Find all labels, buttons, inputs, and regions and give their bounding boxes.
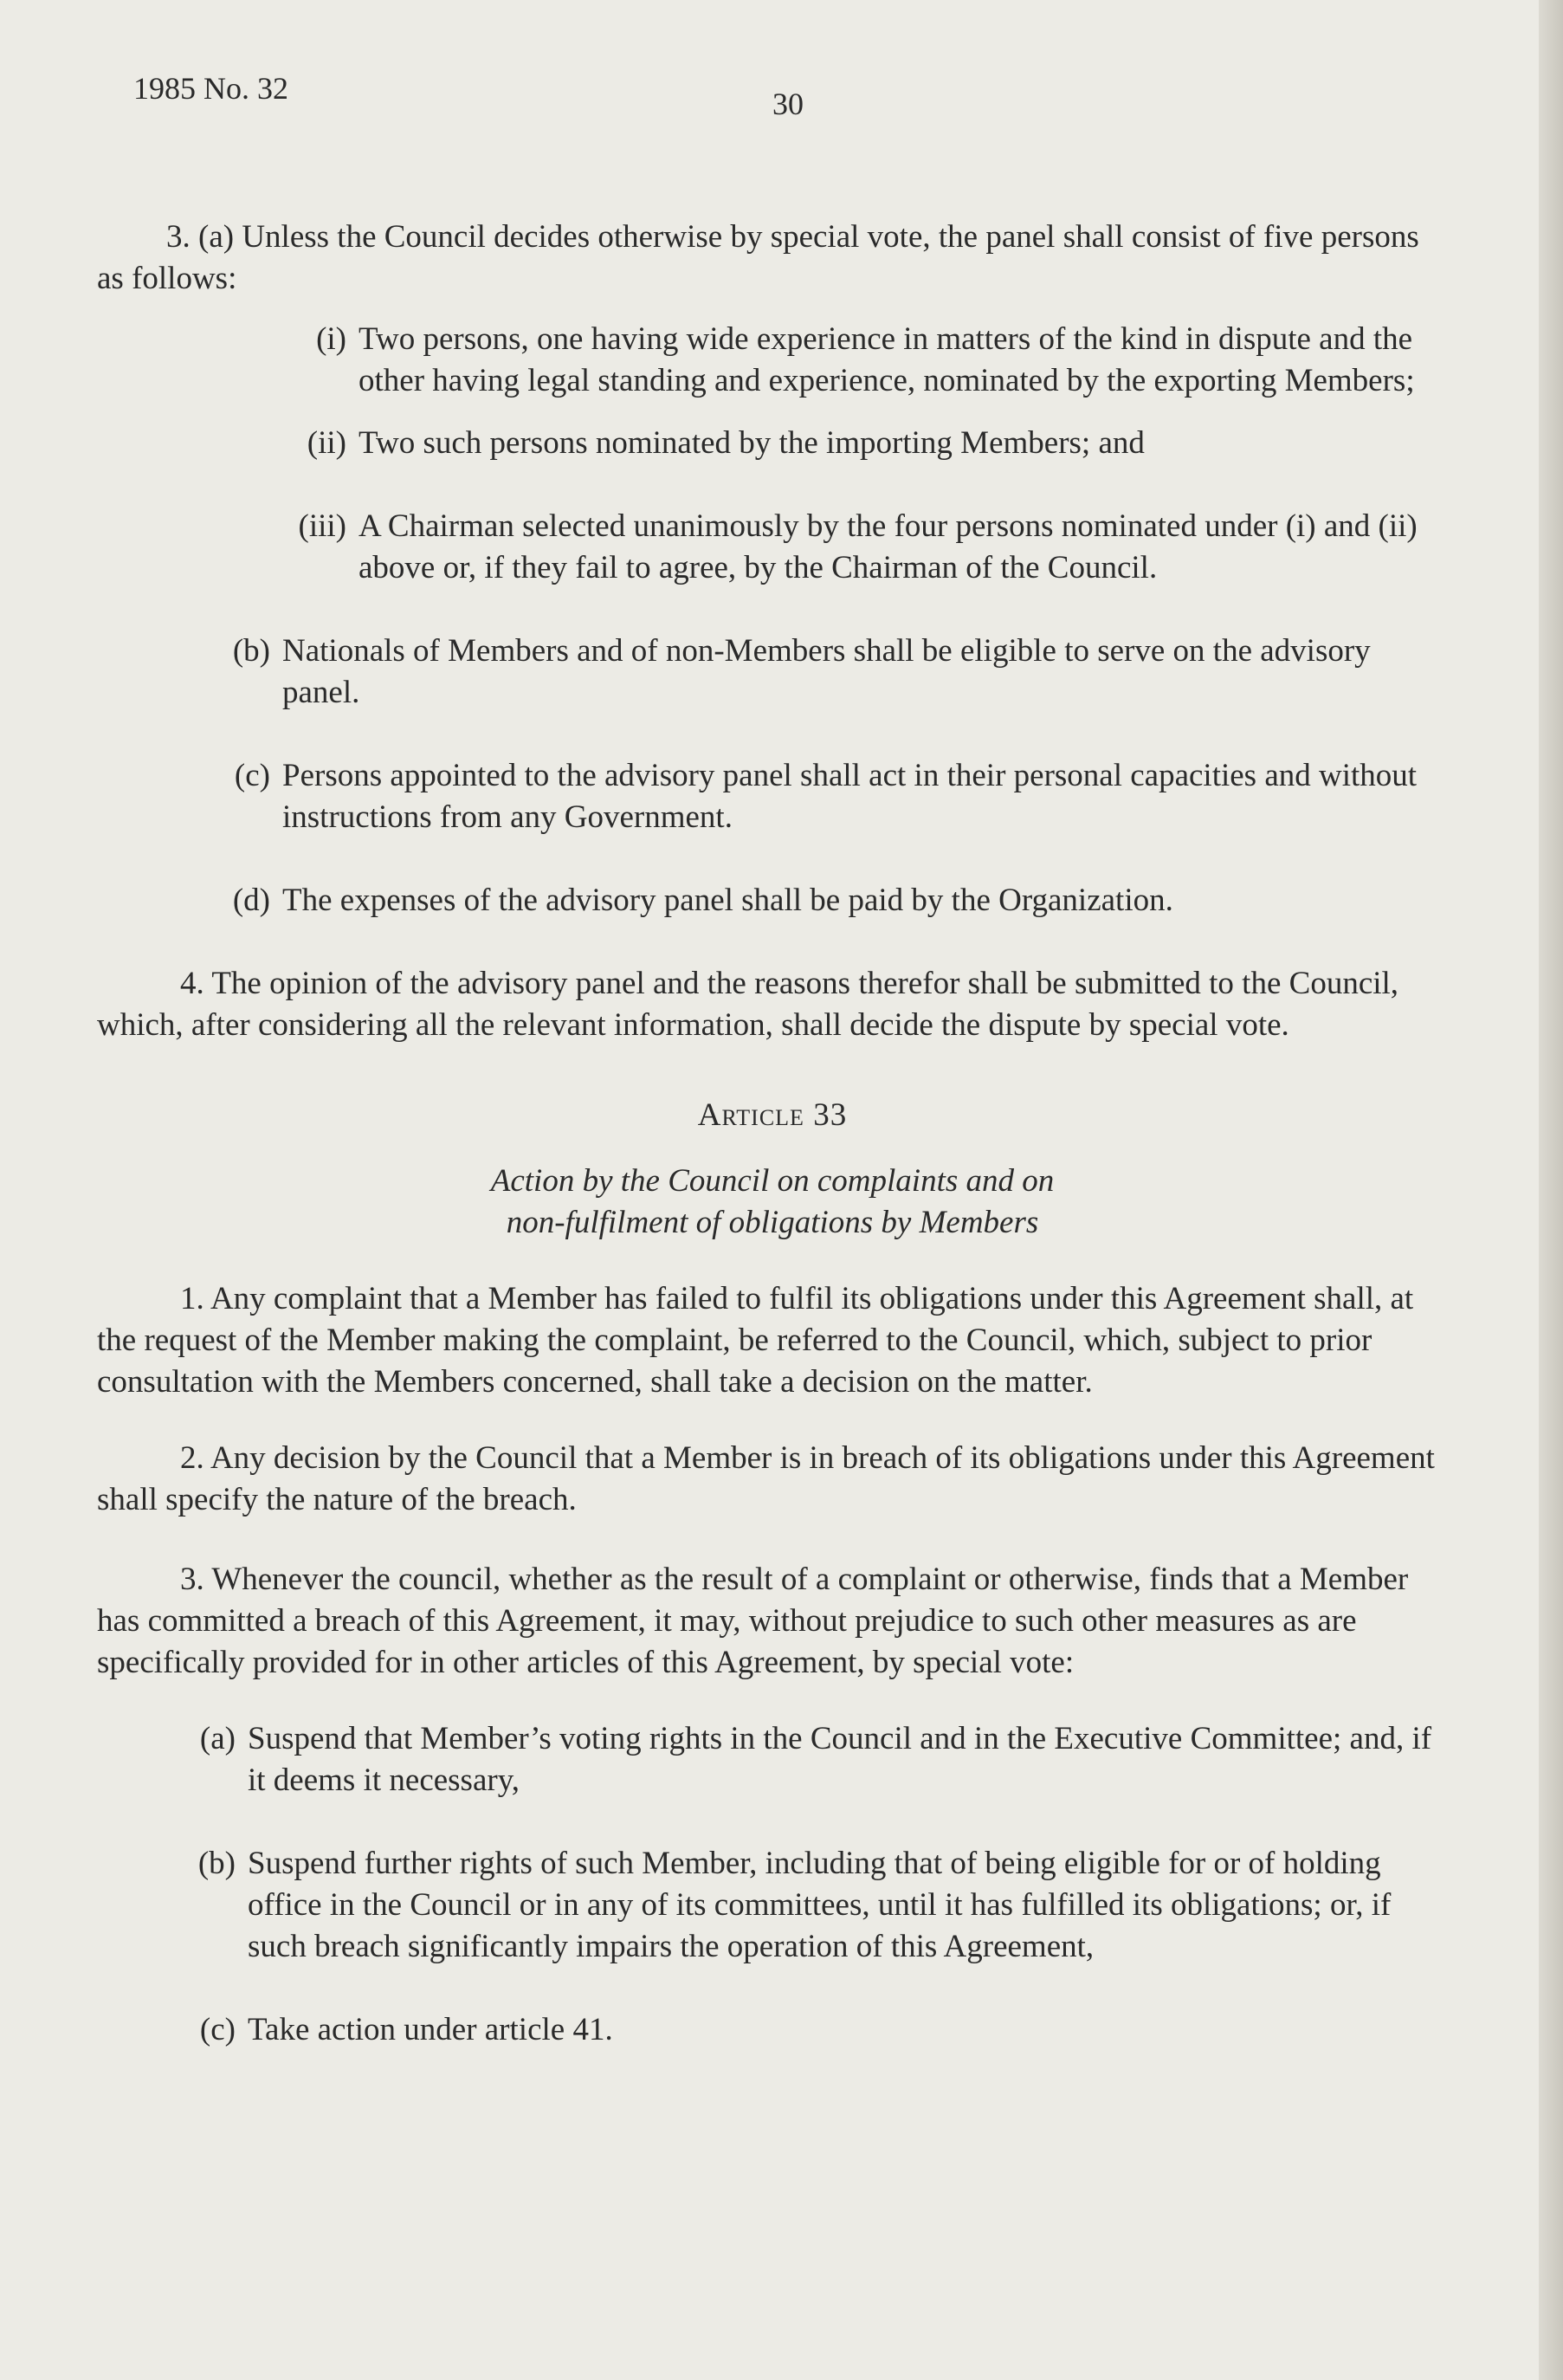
page-edge (1539, 0, 1563, 2380)
list-item-d (97, 880, 1448, 922)
list-label: (iii) (298, 508, 346, 544)
list-text: Persons appointed to the advisory panel shall act in their personal capacities and without instructions from any Government. (282, 758, 1418, 835)
list-item-b (97, 631, 1448, 714)
page-text (97, 68, 1448, 2072)
list-text: Suspend further rights of such Member, including that of being eligible for or of holding office in the Council or in any of its committees, until it has fulfilled its obligations; or, if such breach significantly impairs the operation of this Agreement, (248, 1846, 1392, 1964)
article-heading: Article 33 (697, 1097, 848, 1133)
article-33-paragraph-1: 1. Any complaint that a Member has failed to fulfil its obligations under this Agreement shall, at the request of the Member making the complaint, be referred to the Council, which, subject to prior consultation with the Members concerned, shall take a decision on the matter. (97, 1281, 1414, 1400)
article-title-line-1: Action by the Council on complaints and on (490, 1163, 1055, 1199)
list-text: Two persons, one having wide experience in matters of the kind in dispute and the other having legal standing and experience, nominated by the exporting Members; (358, 321, 1415, 398)
list-text: Take action under article 41. (248, 2012, 613, 2047)
article-33-paragraph-2: 2. Any decision by the Council that a Member is in breach of its obligations under this Agreement shall specify the nature of the breach. (97, 1440, 1435, 1517)
list-text: A Chairman selected unanimously by the four persons nominated under (i) and (ii) above or, if they fail to agree, by the Chairman of the Council. (358, 508, 1418, 585)
list-item-ii (97, 423, 1448, 464)
list-text: Suspend that Member’s voting rights in the Council and in the Executive Committee; and, if it deems it necessary, (248, 1721, 1432, 1798)
list-label: (c) (199, 2012, 236, 2047)
paragraph-4: 4. The opinion of the advisory panel and the reasons therefor shall be submitted to the Council, which, after considering all the relevant information, shall decide the dispute by special vote. (97, 966, 1399, 1043)
article-33-paragraph-3: 3. Whenever the council, whether as the result of a complaint or otherwise, finds that a Member has committed a breach of this Agreement, it may, without prejudice to such other measures as are specifically provided for in other articles of this Agreement, by special vote: (97, 1562, 1409, 1680)
list-label: (d) (232, 883, 270, 918)
list-item-i (97, 319, 1448, 402)
page-number: 30 (772, 87, 804, 121)
list-text: Two such persons nominated by the importing Members; and (358, 425, 1145, 461)
header-statute-reference: 1985 No. 32 (133, 71, 288, 106)
page-header (97, 68, 1448, 120)
list-label: (ii) (307, 425, 346, 461)
list-text: Nationals of Members and of non-Members shall be eligible to serve on the advisory panel. (282, 633, 1371, 710)
list-label: (b) (197, 1846, 236, 1881)
paragraph-3a: 3. (a) Unless the Council decides otherwise by special vote, the panel shall consist of five persons as follows: (97, 219, 1419, 296)
list-item-a (97, 1718, 1448, 1801)
list-item-c (97, 2009, 1448, 2051)
list-label: (i) (316, 321, 346, 357)
list-item-c (97, 755, 1448, 838)
list-item-b (97, 1843, 1448, 1968)
article-title (97, 1161, 1448, 1244)
article-title-line-2: non-fulfilment of obligations by Members (506, 1205, 1039, 1240)
list-label: (a) (199, 1721, 236, 1756)
list-label: (c) (234, 758, 270, 793)
list-text: The expenses of the advisory panel shall be paid by the Organization. (282, 883, 1173, 918)
list-label: (b) (232, 633, 270, 669)
list-item-iii (97, 506, 1448, 589)
